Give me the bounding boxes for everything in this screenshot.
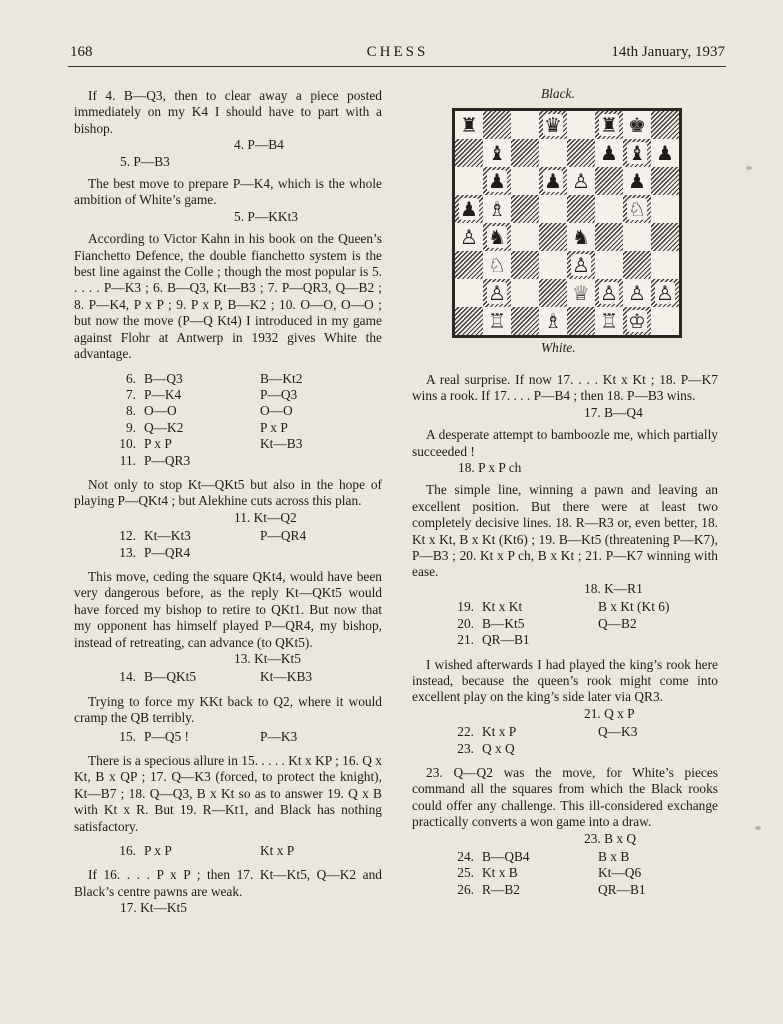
square-g5: [623, 195, 651, 223]
chess-piece-icon: ♟: [544, 169, 562, 193]
square-b3: [483, 251, 511, 279]
square-c6: [511, 167, 539, 195]
square-g6: [623, 167, 651, 195]
paragraph: Trying to force my KKt back to Q2, where it would cramp the QB terribly.: [74, 693, 382, 726]
square-f2: [595, 279, 623, 307]
square-g4: [623, 223, 651, 251]
square-g3: [623, 251, 651, 279]
chess-piece-icon: ♟: [656, 141, 674, 165]
chess-piece-icon: ♜: [460, 113, 478, 137]
chess-piece-icon: ♜: [600, 113, 618, 137]
move-row: 24. B—QB4 B x B: [457, 848, 630, 864]
move-row: 22. Kt x P Q—K3: [457, 724, 638, 740]
square-d3: [539, 251, 567, 279]
square-c5: [511, 195, 539, 223]
chess-piece-icon: ♙: [600, 281, 618, 305]
magazine-title: CHESS: [366, 44, 429, 60]
chess-piece-icon: ♙: [488, 281, 506, 305]
square-h5: [651, 195, 679, 223]
square-h2: [651, 279, 679, 307]
paragraph: There is a specious allure in 15. . . . . Kt x KP ; 16. Q x Kt, B x QP ; 17. Q—K3 (forced, to protect the knight), Kt—B7 ; 18. Q—Q3, B x Kt so as to answer 19. Q x B with Kt x R. But 19. R—Kt1, and Black has nothing satisfactory.: [74, 753, 382, 834]
square-b6: [483, 167, 511, 195]
square-g7: [623, 139, 651, 167]
paragraph: I wished afterwards I had played the king’s rook here instead, because the queen’s rook might come into excellent play on the king’s side later via QR3.: [412, 656, 718, 705]
move-row: 16. P x P Kt x P: [119, 843, 295, 859]
square-c1: [511, 307, 539, 335]
chess-piece-icon: ♛: [544, 113, 562, 137]
chess-piece-icon: ♙: [628, 281, 646, 305]
square-c4: [511, 223, 539, 251]
paper-speck: [755, 826, 761, 830]
move-row: 12. Kt—Kt3 P—QR4: [119, 528, 307, 544]
move-row: 10. P x P Kt—B3: [119, 436, 303, 452]
square-d1: [539, 307, 567, 335]
paragraph: The simple line, winning a pawn and leaving an excellent position. But there were at least two completely decisive lines. 18. R—R3 or, even better, 18. Kt x Kt, B x Kt (Kt6) ; 19. B—Kt5 (threatening P—K7), P—B3 ; 20. Kt x P ch, B x Kt ; 21. P—K7 winning with ease.: [412, 482, 718, 580]
page-number: 168: [70, 44, 93, 60]
move-line: 5. P—B3: [120, 153, 170, 169]
move-row: 8. O—O O—O: [125, 403, 293, 419]
move-row: 11. P—QR3: [119, 452, 191, 468]
issue-date: 14th January, 1937: [611, 44, 725, 60]
square-b1: [483, 307, 511, 335]
move-row: 20. B—Kt5 Q—B2: [457, 615, 637, 631]
square-e7: [567, 139, 595, 167]
paper-speck: [746, 166, 752, 170]
move-line: 17. Kt—Kt5: [120, 900, 187, 916]
square-g1: [623, 307, 651, 335]
paragraph: 23. Q—Q2 was the move, for White’s pieces command all the squares from which the Black rooks could offer any challenge. This ill-considered exchange practically converts a won game into a draw.: [412, 764, 718, 830]
chess-piece-icon: ♟: [600, 141, 618, 165]
chess-piece-icon: ♞: [572, 225, 590, 249]
chess-piece-icon: ♙: [572, 169, 590, 193]
square-b4: [483, 223, 511, 251]
move-row: 9. Q—K2 P x P: [125, 419, 288, 435]
chess-piece-icon: ♙: [460, 225, 478, 249]
square-h1: [651, 307, 679, 335]
square-a5: [455, 195, 483, 223]
square-h3: [651, 251, 679, 279]
square-b7: [483, 139, 511, 167]
square-a3: [455, 251, 483, 279]
paragraph: This move, ceding the square QKt4, would have been very dangerous before, as the reply Kt—QKt5 would have forced my bishop to retire to QKt1. But now that my opponent has himself played P—QR4, my bishop, instead of retreating, can advance (to QKt5).: [74, 568, 382, 650]
square-g2: [623, 279, 651, 307]
moves-table: [114, 729, 297, 745]
chess-piece-icon: ♘: [488, 253, 506, 277]
square-e5: [567, 195, 595, 223]
moves-table: [114, 669, 312, 685]
move-line: 11. Kt—Q2: [234, 509, 297, 525]
square-h7: [651, 139, 679, 167]
chess-piece-icon: ♗: [488, 197, 506, 221]
chess-piece-icon: ♘: [628, 197, 646, 221]
square-e2: [567, 279, 595, 307]
move-row: 6. B—Q3 B—Kt2: [125, 370, 303, 386]
move-row: 21. QR—B1: [457, 632, 530, 648]
square-a6: [455, 167, 483, 195]
moves-table: [114, 371, 302, 469]
move-row: 26. R—B2 QR—B1: [457, 881, 646, 897]
square-f8: [595, 111, 623, 139]
square-d2: [539, 279, 567, 307]
square-e6: [567, 167, 595, 195]
square-e8: [567, 111, 595, 139]
chess-piece-icon: ♟: [488, 169, 506, 193]
square-f5: [595, 195, 623, 223]
move-row: 23. Q x Q: [457, 740, 515, 756]
move-line: 18. P x P ch: [458, 460, 522, 476]
move-row: 13. P—QR4: [119, 544, 191, 560]
chess-piece-icon: ♖: [600, 309, 618, 333]
paragraph: Not only to stop Kt—QKt5 but also in the hope of playing P—QKt4 ; but Alekhine cuts across this plan.: [74, 476, 382, 509]
square-a8: [455, 111, 483, 139]
paragraph: The best move to prepare P—K4, which is the whole ambition of White’s game.: [74, 176, 382, 208]
move-row: 25. Kt x B Kt—Q6: [457, 865, 642, 881]
diagram-label-black: Black.: [541, 86, 575, 101]
square-e4: [567, 223, 595, 251]
move-line: 5. P—KKt3: [234, 208, 298, 224]
move-row: 19. Kt x Kt B x Kt (Kt 6): [457, 599, 670, 615]
move-line: 4. P—B4: [234, 137, 284, 153]
square-e3: [567, 251, 595, 279]
move-line: 23. B x Q: [584, 830, 637, 846]
square-c7: [511, 139, 539, 167]
square-d4: [539, 223, 567, 251]
square-f3: [595, 251, 623, 279]
move-line: 21. Q x P: [584, 705, 635, 721]
chess-piece-icon: ♟: [460, 197, 478, 221]
square-h4: [651, 223, 679, 251]
chess-piece-icon: ♙: [572, 253, 590, 277]
square-b2: [483, 279, 511, 307]
square-c8: [511, 111, 539, 139]
left-column: [74, 88, 382, 917]
paragraph: If 4. B—Q3, then to clear away a piece posted immediately on my K4 I should have to part with a bishop.: [74, 88, 382, 136]
chess-diagram: [452, 108, 682, 338]
chess-piece-icon: ♞: [488, 225, 506, 249]
square-f1: [595, 307, 623, 335]
chess-piece-icon: ♕: [572, 281, 590, 305]
chess-piece-icon: ♟: [628, 169, 646, 193]
chess-piece-icon: ♔: [628, 309, 646, 333]
square-d7: [539, 139, 567, 167]
square-c3: [511, 251, 539, 279]
paragraph: A real surprise. If now 17. . . . Kt x Kt ; 18. P—K7 wins a rook. If 17. . . . P—B4 ; then 18. P—B3 wins.: [412, 372, 718, 404]
square-b8: [483, 111, 511, 139]
square-d6: [539, 167, 567, 195]
square-a7: [455, 139, 483, 167]
chess-piece-icon: ♖: [488, 309, 506, 333]
square-g8: [623, 111, 651, 139]
square-a4: [455, 223, 483, 251]
chess-piece-icon: ♝: [628, 141, 646, 165]
page-header: [70, 44, 725, 68]
chess-piece-icon: ♚: [628, 113, 646, 137]
move-line: 13. Kt—Kt5: [234, 651, 301, 666]
moves-table: [114, 528, 306, 561]
square-f7: [595, 139, 623, 167]
square-c2: [511, 279, 539, 307]
chess-piece-icon: ♙: [656, 281, 674, 305]
square-h8: [651, 111, 679, 139]
move-line: 18. K—R1: [584, 580, 643, 596]
square-e1: [567, 307, 595, 335]
move-line: 17. B—Q4: [584, 404, 643, 420]
move-row: 15. P—Q5 ! P—K3: [119, 728, 298, 744]
chess-piece-icon: ♝: [488, 141, 506, 165]
square-b5: [483, 195, 511, 223]
right-column: [412, 372, 718, 900]
chess-piece-icon: ♗: [544, 309, 562, 333]
square-a1: [455, 307, 483, 335]
paragraph: If 16. . . . P x P ; then 17. Kt—Kt5, Q—K2 and Black’s centre pawns are weak.: [74, 867, 382, 899]
move-row: 14. B—QKt5 Kt—KB3: [119, 669, 313, 685]
moves-table: [452, 849, 646, 898]
header-rule: [68, 66, 726, 67]
square-f6: [595, 167, 623, 195]
square-d8: [539, 111, 567, 139]
moves-table: [452, 599, 669, 648]
paragraph: According to Victor Kahn in his book on the Queen’s Fianchetto Defence, the double fianchetto system is the best line against the Colle ; though the most popular is 5. . . . . P—K3 ; 6. B—Q3, Kt—B3 ; 7. P—QR3, Q—B2 ; 8. P—K4, P x P ; 9. P x P, B—K2 ; 10. O—O, O—O ; but now the move (P—Q Kt4) I introduced in my game against Flohr at Antwerp in 1932 gives White the advantage.: [74, 231, 382, 362]
paragraph: A desperate attempt to bamboozle me, which partially succeeded !: [412, 427, 718, 459]
square-h6: [651, 167, 679, 195]
diagram-label-white: White.: [541, 340, 576, 355]
square-d5: [539, 195, 567, 223]
moves-table: [452, 724, 637, 757]
moves-table: [114, 843, 294, 859]
move-row: 7. P—K4 P—Q3: [125, 386, 298, 402]
square-a2: [455, 279, 483, 307]
square-f4: [595, 223, 623, 251]
